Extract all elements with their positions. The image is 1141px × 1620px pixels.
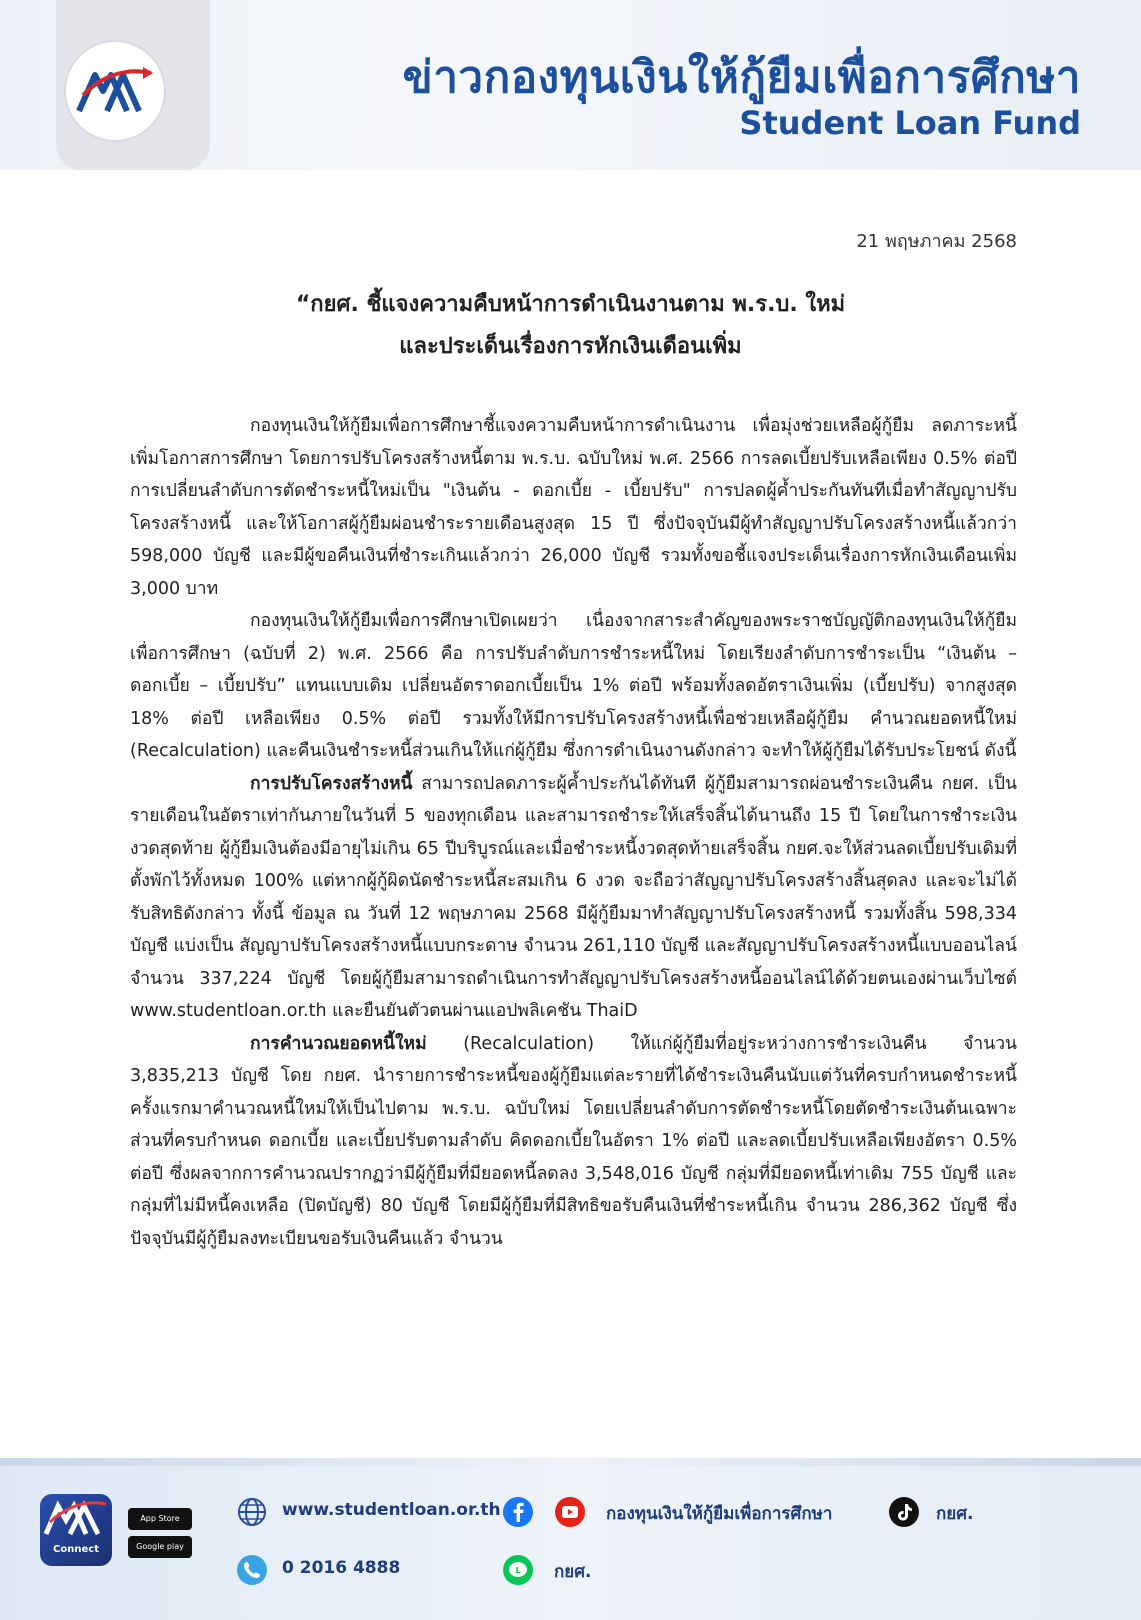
kyosor-logo-icon xyxy=(73,61,157,121)
facebook-youtube-page-name[interactable]: กองทุนเงินให้กู้ยืมเพื่อการศึกษา xyxy=(606,1504,833,1524)
headline-line-2: และประเด็นเรื่องการหักเงินเดือนเพิ่ม xyxy=(399,334,742,359)
footer-divider xyxy=(0,1458,1141,1466)
paragraph-3-heading: การปรับโครงสร้างหนี้ xyxy=(250,773,413,794)
press-date: 21 พฤษภาคม 2568 xyxy=(856,231,1017,252)
paragraph-3-text: สามารถปลดภาระผู้ค้ำประกันได้ทันที ผู้กู้ยืมสามารถผ่อนชำระเงินคืน กยศ. เป็นรายเดือนในอัตราเท่ากันภายในวันที่ 5 ของทุกเดือน และสามารถชำระให้เสร็จสิ้นได้นานถึง 15 ปี โดยในการชำระเงินงวดสุดท้าย ผู้กู้ยืมเงินต้องมีอายุไม่เกิน 65 ปีบริบูรณ์และเมื่อชำระหนี้งวดสุดท้ายเสร็จสิ้น กยศ.จะให้ส่วนลดเบี้ยปรับเดิมที่ตั้งพักไว้ทั้งหมด 100% แต่หากผู้กู้ผิดนัดชำระหนี้สะสมเกิน 6 งวด จะถือว่าสัญญาปรับโครงสร้างสิ้นสุดลง และจะไม่ได้รับสิทธิดังกล่าว ทั้งนี้ ข้อมูล ณ วันที่ 12 พฤษภาคม 2568 มีผู้กู้ยืมมาทำสัญญาปรับโครงสร้างหนี้ รวมทั้งสิ้น 598,334 บัญชี แบ่งเป็น สัญญาปรับโครงสร้างหนี้แบบกระดาษ จำนวน 261,110 บัญชี และสัญญาปรับโครงสร้างหนี้แบบออนไลน์ จำนวน 337,224 บัญชี โดยผู้กู้ยืมสามารถดำเนินการทำสัญญาปรับโครงสร้างหนี้ออนไลน์ได้ด้วยตนเองผ่านเว็บไซต์ www.studentloan.or.th และยืนยันตัวตนผ่านแอปพลิเคชัน ThaiD xyxy=(130,773,1017,1021)
line-icon[interactable] xyxy=(502,1554,534,1586)
tiktok-account-name[interactable]: กยศ. xyxy=(936,1504,974,1524)
svg-text:L: L xyxy=(515,1566,521,1575)
youtube-icon[interactable] xyxy=(554,1496,586,1528)
connect-logo-icon xyxy=(40,1494,112,1542)
app-store-badge[interactable]: App Store xyxy=(128,1508,192,1530)
tiktok-icon[interactable] xyxy=(888,1496,920,1528)
kyosor-logo xyxy=(64,40,166,142)
line-account-name[interactable]: กยศ. xyxy=(554,1562,592,1582)
kyosor-connect-app-logo[interactable] xyxy=(40,1494,112,1566)
globe-icon xyxy=(236,1496,268,1528)
phone-icon xyxy=(236,1554,268,1586)
headline-line-1: “กยศ. ชี้แจงความคืบหน้าการดำเนินงานตาม พ.ร.บ. ใหม่ xyxy=(295,292,846,317)
article-body xyxy=(130,410,1017,1255)
connect-label: Connect xyxy=(53,1544,99,1555)
paragraph-4 xyxy=(130,1028,1017,1256)
paragraph-4-heading: การคำนวณยอดหนี้ใหม่ xyxy=(250,1033,427,1054)
google-play-badge[interactable]: Google play xyxy=(128,1536,192,1558)
paragraph-2: กองทุนเงินให้กู้ยืมเพื่อการศึกษาเปิดเผยว่า เนื่องจากสาระสำคัญของพระราชบัญญัติกองทุนเงินให้กู้ยืมเพื่อการศึกษา (ฉบับที่ 2) พ.ศ. 2566 คือ การปรับลำดับการชำระหนี้ใหม่ โดยเรียงลำดับการชำระเป็น “เงินต้น – ดอกเบี้ย – เบี้ยปรับ” แทนแบบเดิม เปลี่ยนอัตราดอกเบี้ยเป็น 1% ต่อปี พร้อมทั้งลดอัตราเงินเพิ่ม (เบี้ยปรับ) จากสูงสุด 18% ต่อปี เหลือเพียง 0.5% ต่อปี รวมทั้งให้มีการปรับโครงสร้างหนี้เพื่อช่วยเหลือผู้กู้ยืม คำนวณยอดหนี้ใหม่ (Recalculation) และคืนเงินชำระหนี้ส่วนเกินให้แก่ผู้กู้ยืม ซึ่งการดำเนินงานดังกล่าว จะทำให้ผู้กู้ยืมได้รับประโยชน์ ดังนี้ xyxy=(130,611,1017,761)
website-link[interactable]: www.studentloan.or.th xyxy=(282,1500,501,1520)
phone-number[interactable]: 0 2016 4888 xyxy=(282,1558,401,1578)
header-title-english: Student Loan Fund xyxy=(739,104,1081,142)
paragraph-1: กองทุนเงินให้กู้ยืมเพื่อการศึกษาชี้แจงความคืบหน้าการดำเนินงาน เพื่อมุ่งช่วยเหลือผู้กู้ยืม ลดภาระหนี้ เพิ่มโอกาสการศึกษา โดยการปรับโครงสร้างหนี้ตาม พ.ร.บ. ฉบับใหม่ พ.ศ. 2566 การลดเบี้ยปรับเหลือเพียง 0.5% ต่อปี การเปลี่ยนลำดับการตัดชำระหนี้ใหม่เป็น "เงินต้น - ดอกเบี้ย - เบี้ยปรับ" การปลดผู้ค้ำประกันทันทีเมื่อทำสัญญาปรับโครงสร้างหนี้ และให้โอกาสผู้กู้ยืมผ่อนชำระรายเดือนสูงสุด 15 ปี ซึ่งปัจจุบันมีผู้ทำสัญญาปรับโครงสร้างหนี้แล้วกว่า 598,000 บัญชี และมีผู้ขอคืนเงินที่ชำระเกินแล้วกว่า 26,000 บัญชี รวมทั้งขอชี้แจงประเด็นเรื่องการหักเงินเดือนเพิ่ม 3,000 บาท xyxy=(130,416,1017,599)
paragraph-4-text: (Recalculation) ให้แก่ผู้กู้ยืมที่อยู่ระหว่างการชำระเงินคืน จำนวน 3,835,213 บัญชี โดย กยศ. นำรายการชำระหนี้ของผู้กู้ยืมแต่ละรายที่ได้ชำระเงินคืนนับแต่วันที่ครบกำหนดชำระหนี้ครั้งแรกมาคำนวณหนี้ใหม่ให้เป็นไปตาม พ.ร.บ. ฉบับใหม่ โดยเปลี่ยนลำดับการตัดชำระหนี้โดยตัดชำระเงินต้นเฉพาะส่วนที่ครบกำหนด ดอกเบี้ย และเบี้ยปรับตามลำดับ คิดดอกเบี้ยในอัตรา 1% ต่อปี และลดเบี้ยปรับเหลือเพียงอัตรา 0.5% ต่อปี ซึ่งผลจากการคำนวณปรากฏว่ามีผู้กู้ยืมที่มียอดหนี้ลดลง 3,548,016 บัญชี กลุ่มที่มียอดหนี้เท่าเดิม 755 บัญชี และกลุ่มที่ไม่มีหนี้คงเหลือ (ปิดบัญชี) 80 บัญชี โดยมีผู้กู้ยืมที่มีสิทธิขอรับคืนเงินที่ชำระหนี้เกิน จำนวน 286,362 บัญชี ซึ่งปัจจุบันมีผู้กู้ยืมลงทะเบียนขอรับเงินคืนแล้ว จำนวน xyxy=(130,1033,1017,1249)
paragraph-3 xyxy=(130,768,1017,1028)
facebook-icon[interactable] xyxy=(502,1496,534,1528)
header-title-thai: ข่าวกองทุนเงินให้กู้ยืมเพื่อการศึกษา xyxy=(402,52,1081,103)
